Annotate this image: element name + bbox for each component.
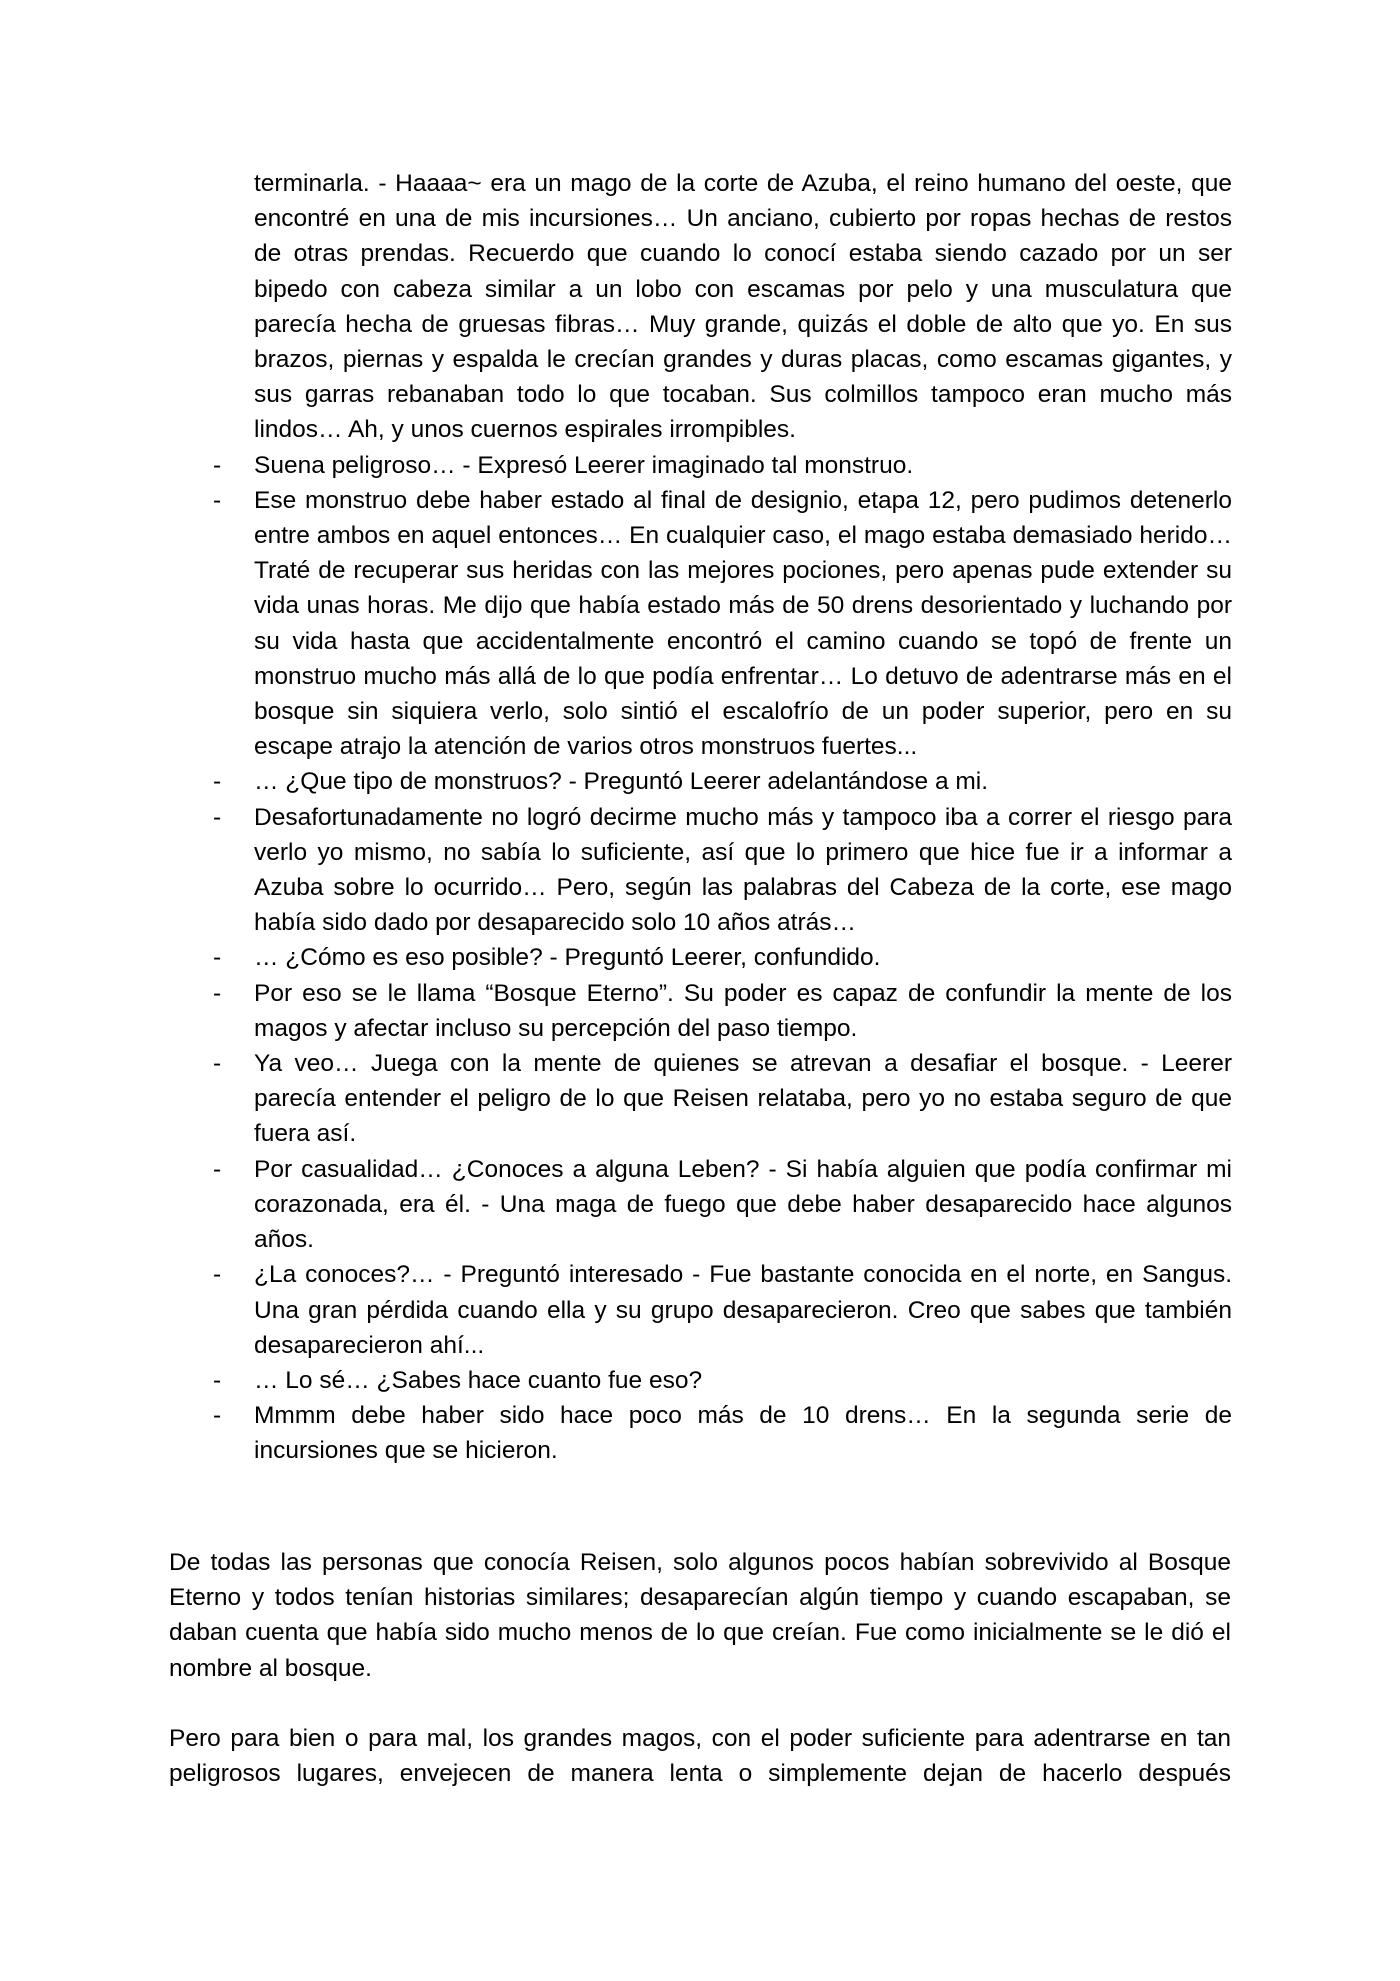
dialogue-item — [168, 1257, 1232, 1363]
dialogue-item — [168, 976, 1232, 1046]
dialogue-dash: - — [213, 451, 222, 479]
dialogue-item — [168, 800, 1232, 941]
dialogue-text: Ya veo… Juega con la mente de quienes se atrevan a desafiar el bosque. - Leerer parecía entender el peligro de lo que Reisen relataba, pero yo no estaba seguro de que fuera así. — [254, 1050, 1232, 1148]
dialogue-text: Desafortunadamente no logró decirme mucho más y tampoco iba a correr el riesgo para verlo yo mismo, no sabía lo suficiente, así que lo primero que hice fue ir a informar a Azuba sobre lo ocurrido… Pero, según las palabras del Cabeza de la corte, ese mago había sido dado por desaparecido solo 10 años atrás… — [254, 803, 1232, 937]
dialogue-text: Suena peligroso… - Expresó Leerer imaginado tal monstruo. — [254, 451, 914, 479]
dialogue-item — [168, 166, 1232, 448]
dialogue-text: … ¿Que tipo de monstruos? - Preguntó Leerer adelantándose a mi. — [254, 768, 989, 796]
dialogue-dash: - — [213, 1402, 222, 1430]
dialogue-text: Por eso se le llama “Bosque Eterno”. Su poder es capaz de confundir la mente de los magos y afectar incluso su percepción del paso tiempo. — [254, 979, 1232, 1042]
dialogue-dash: - — [213, 979, 222, 1007]
dialogue-dash: - — [213, 944, 222, 972]
narration-paragraph: Pero para bien o para mal, los grandes magos, con el poder suficiente para adentrarse en tan peligrosos lugares, envejecen de manera lenta o simplemente dejan de hacerlo después — [169, 1725, 1231, 1788]
dialogue-dash: - — [213, 1050, 222, 1078]
dialogue-text: … Lo sé… ¿Sabes hace cuanto fue eso? — [254, 1366, 703, 1394]
dialogue-item — [168, 1046, 1232, 1152]
dialogue-text: … ¿Cómo es eso posible? - Preguntó Leerer, confundido. — [254, 944, 881, 972]
dialogue-text: terminarla. - Haaaa~ era un mago de la corte de Azuba, el reino humano del oeste, que encontré en una de mis incursiones… Un anciano, cubierto por ropas hechas de restos de otras prendas. Recuerdo que cuando lo conocí estaba siendo cazado por un ser bipedo con cabeza similar a un lobo con escamas por pelo y una musculatura que parecía hecha de gruesas fibras… Muy grande, quizás el doble de alto que yo. En sus brazos, piernas y espalda le crecían grandes y duras placas, como escamas gigantes, y sus garras rebanaban todo lo que tocaban. Sus colmillos tampoco eran mucho más lindos… Ah, y unos cuernos espirales irrompibles. — [254, 170, 1232, 444]
dialogue-item — [168, 1152, 1232, 1258]
dialogue-dash: - — [213, 1366, 222, 1394]
dialogue-text: Mmmm debe haber sido hace poco más de 10 drens… En la segunda serie de incursiones que se hicieron. — [254, 1402, 1232, 1465]
dialogue-dash: - — [213, 1155, 222, 1183]
dialogue-item — [168, 764, 1232, 799]
dialogue-item — [168, 1363, 1232, 1398]
dialogue-dash: - — [213, 803, 222, 831]
dialogue-item — [168, 483, 1232, 765]
dialogue-item — [168, 1398, 1232, 1468]
dialogue-text: Ese monstruo debe haber estado al final de designio, etapa 12, pero pudimos detenerlo entre ambos en aquel entonces… En cualquier caso, el mago estaba demasiado herido… Traté de recuperar sus heridas con las mejores pociones, pero apenas pude extender su vida unas horas. Me dijo que había estado más de 50 drens desorientado y luchando por su vida hasta que accidentalmente encontró el camino cuando se topó de frente un monstruo mucho más allá de lo que podía enfrentar… Lo detuvo de adentrarse más en el bosque sin siquiera verlo, solo sintió el escalofrío de un poder superior, pero en su escape atrajo la atención de varios otros monstruos fuertes... — [254, 486, 1232, 761]
dialogue-dash: - — [213, 486, 222, 514]
dialogue-list — [168, 166, 1232, 1469]
dialogue-text: Por casualidad… ¿Conoces a alguna Leben? - Si había alguien que podía confirmar mi corazonada, era él. - Una maga de fuego que debe haber desaparecido hace algunos años. — [254, 1155, 1232, 1254]
dialogue-item — [168, 448, 1232, 483]
dialogue-text: ¿La conoces?… - Preguntó interesado - Fue bastante conocida en el norte, en Sangus. Una gran pérdida cuando ella y su grupo desaparecieron. Creo que sabes que también desaparecieron ahí... — [254, 1261, 1232, 1359]
narration-paragraph: De todas las personas que conocía Reisen, solo algunos pocos habían sobrevivido al Bosque Eterno y todos tenían historias similares; desaparecían algún tiempo y cuando escapaban, se daban cuenta que había sido mucho menos de lo que creían. Fue como inicialmente se le dió el nombre al bosque. — [169, 1549, 1231, 1682]
dialogue-item — [168, 940, 1232, 975]
dialogue-dash: - — [213, 1261, 222, 1289]
dialogue-dash: - — [213, 768, 222, 796]
